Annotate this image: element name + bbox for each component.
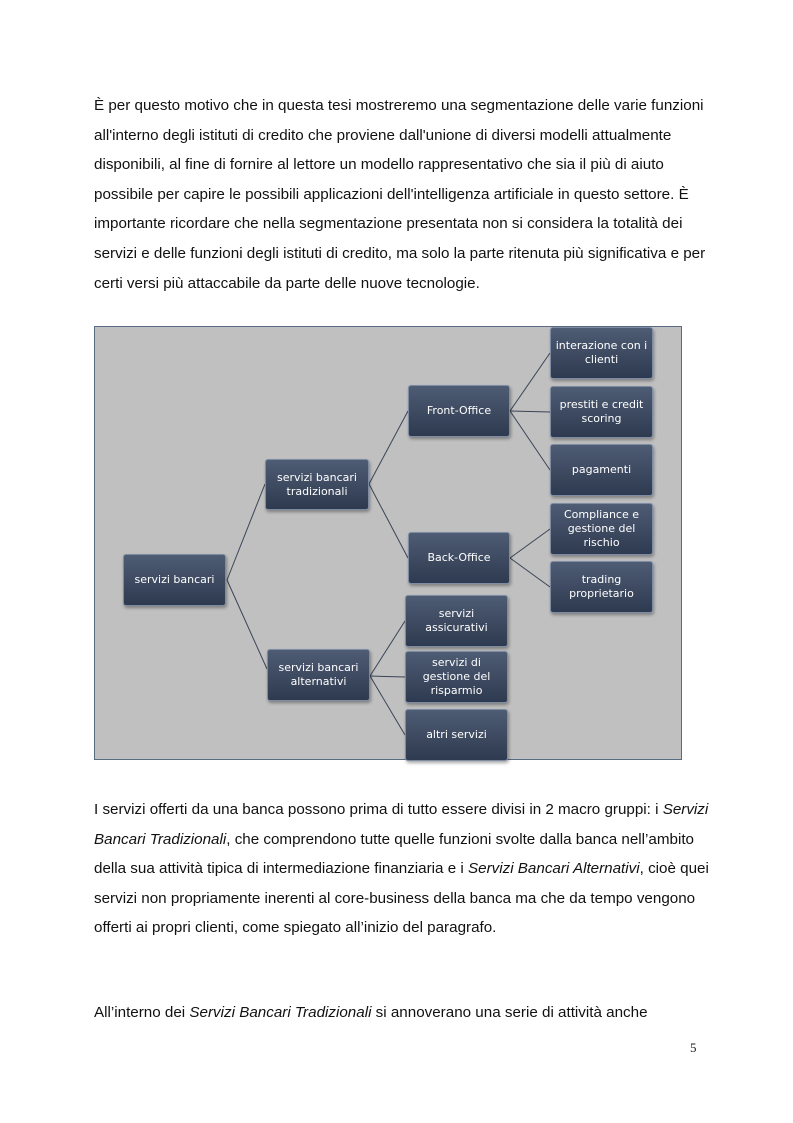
node-servizi-alternativi: servizi bancari alternativi <box>267 649 370 701</box>
node-gestione-risparmio: servizi di gestione del risparmio <box>405 651 508 703</box>
page-number: 5 <box>690 1040 697 1055</box>
emphasis-alternativi: Servizi Bancari Alternativi <box>468 860 640 878</box>
text-segment: si annoverano una serie di attività anche <box>371 1004 648 1021</box>
node-altri-servizi: altri servizi <box>405 709 508 761</box>
text-segment: , cioè quei servizi non propriamente inerenti al core-business della banca ma che da tempo vengono offerti ai propri clienti, come spiegato all’inizio del paragrafo. <box>94 860 709 937</box>
node-interazione-clienti: interazione con i clienti <box>550 327 653 379</box>
intro-paragraph: È per questo motivo che in questa tesi mostreremo una segmentazione delle varie funzioni all'interno degli istituti di credito che proviene dall'unione di diversi modelli attualmente disponibili, al fine di fornire al lettore un modello rappresentativo che sia il più di aiuto possibile per capire le possibili applicazioni dell'intelligenza artificiale in questo settore. È importante ricordare che nella segmentazione presentata non si considera la totalità dei servizi e delle funzioni degli istituti di credito, ma solo la parte ritenuta più significativa e per certi versi più attaccabile da parte delle nuove tecnologie. <box>94 97 706 292</box>
node-trading-proprietario: trading proprietario <box>550 561 653 613</box>
node-back-office: Back-Office <box>408 532 510 584</box>
node-front-office: Front-Office <box>408 385 510 437</box>
bank-services-diagram <box>94 326 682 760</box>
node-servizi-assicurativi: servizi assicurativi <box>405 595 508 647</box>
node-servizi-bancari: servizi bancari <box>123 554 226 606</box>
node-prestiti-credit-scoring: prestiti e credit scoring <box>550 386 653 438</box>
emphasis-tradizionali: Servizi Bancari Tradizionali <box>189 1004 372 1021</box>
text-segment: All’interno dei <box>94 1004 190 1021</box>
text-segment: I servizi offerti da una banca possono prima di tutto essere divisi in 2 macro gruppi: i <box>94 801 663 818</box>
node-pagamenti: pagamenti <box>550 444 653 496</box>
node-compliance-rischio: Compliance e gestione del rischio <box>550 503 653 555</box>
services-paragraph <box>94 795 714 943</box>
node-servizi-tradizionali: servizi bancari tradizionali <box>265 459 369 510</box>
text-segment: , che comprendono tutte quelle funzioni svolte dalla banca nell’ambito della sua attività tipica di intermediazione finanziaria e i <box>94 830 694 878</box>
emphasis-tradizionali: Servizi Bancari Tradizionali <box>94 801 709 848</box>
traditional-paragraph <box>94 998 714 1028</box>
